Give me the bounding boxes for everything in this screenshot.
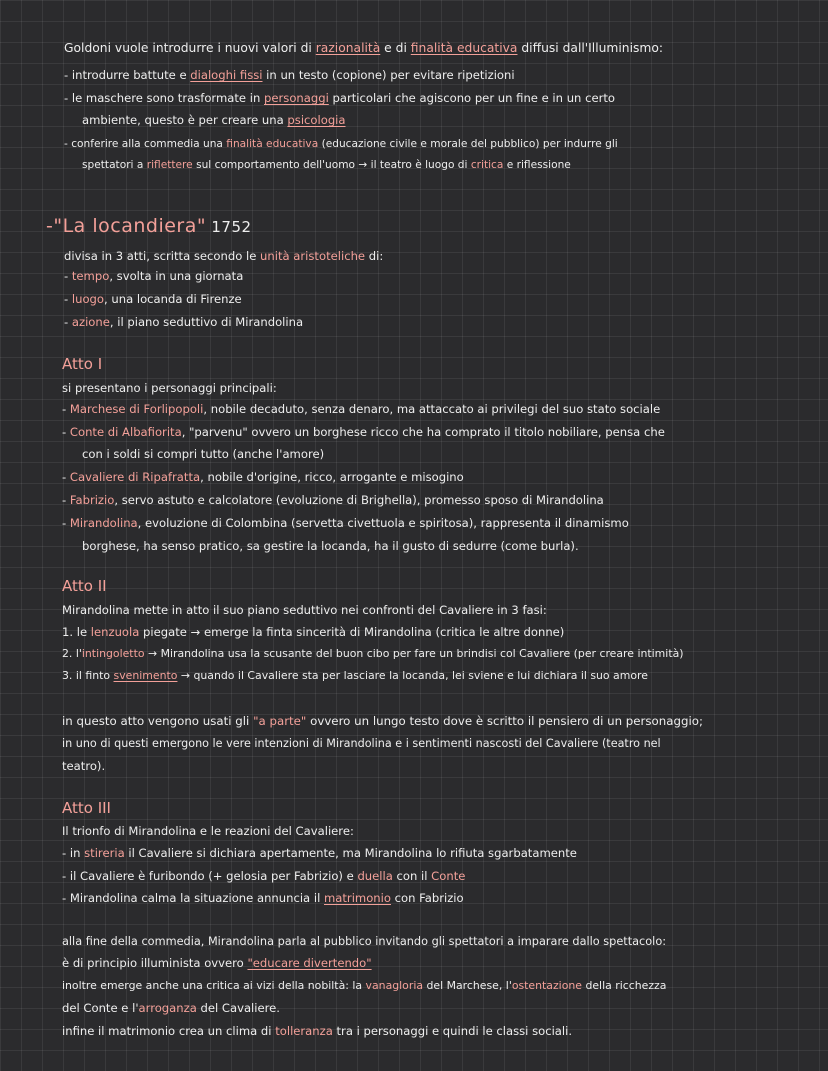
atto-3-line-4: - Mirandolina calma la situazione annuncia il matrimonio con Fabrizio [62,891,464,905]
ending-line-1: alla fine della commedia, Mirandolina parla al pubblico invitando gli spettatori a imparare dallo spettacolo: [62,935,667,948]
character-conte: - Conte di Albafiorita, "parvenu" ovvero un borghese ricco che ha comprato il titolo nobiliare, pensa che [62,425,665,439]
ending-line-5: infine il matrimonio crea un clima di tolleranza tra i personaggi e quindi le classi sociali. [62,1024,573,1038]
fase-intingoletto: 2. l'intingoletto → Mirandolina usa la scusante del buon cibo per fare un brindisi col Cavaliere (per creare intimità) [62,647,684,660]
atto-1-heading: Atto I [62,355,103,373]
character-marchese: - Marchese di Forlipopoli, nobile decaduto, senza denaro, ma attaccato ai privilegi del suo stato sociale [62,402,661,416]
unity-azione: - azione, il piano seduttivo di Mirandolina [64,315,304,329]
play-title: -"La locandiera" 1752 [46,215,252,237]
atto-2-line-5: in questo atto vengono usati gli "a parte" ovvero un lungo testo dove è scritto il pensiero di un personaggio; [62,714,703,728]
atto-1-line-1: si presentano i personaggi principali: [62,381,277,395]
atto-2-line-6: in uno di questi emergono le vere intenzioni di Mirandolina e i sentimenti nascosti del Cavaliere (teatro nel [62,737,661,750]
intro-line-3: - le maschere sono trasformate in personaggi particolari che agiscono per un fine e in un certo [64,91,615,105]
character-mirandolina: - Mirandolina, evoluzione di Colombina (servetta civettuola e spiritosa), rappresenta il dinamismo [62,516,629,530]
unity-tempo: - tempo, svolta in una giornata [64,269,244,283]
atto-2-line-7: teatro). [62,759,106,773]
atto-2-heading: Atto II [62,577,107,595]
intro-line-1: Goldoni vuole introdurre i nuovi valori di razionalità e di finalità educativa diffusi dall'Illuminismo: [64,41,664,55]
atto-2-line-1: Mirandolina mette in atto il suo piano seduttivo nei confronti del Cavaliere in 3 fasi: [62,603,547,617]
unity-luogo: - luogo, una locanda di Firenze [64,292,242,306]
intro-line-6: spettatori a riflettere sul comportamento dell'uomo → il teatro è luogo di critica e riflessione [82,159,571,171]
atto-3-line-3: - il Cavaliere è furibondo (+ gelosia per Fabrizio) e duella con il Conte [62,869,466,883]
fase-lenzuola: 1. le lenzuola piegate → emerge la finta sincerità di Mirandolina (critica le altre donne) [62,625,565,639]
atto-1-line-8: borghese, ha senso pratico, sa gestire la locanda, ha il gusto di sedurre (come burla). [82,539,579,553]
atto-3-line-2: - in stireria il Cavaliere si dichiara apertamente, ma Mirandolina lo rifiuta sgarbatamente [62,846,577,860]
ending-line-3: inoltre emerge anche una critica ai vizi della nobiltà: la vanagloria del Marchese, l'ostentazione della ricchezza [62,979,667,992]
fase-svenimento: 3. il finto svenimento → quando il Cavaliere sta per lasciare la locanda, lei sviene e lui dichiara il suo amore [62,669,648,682]
ending-line-2: è di principio illuminista ovvero "educare divertendo" [62,956,372,970]
intro-line-5: - conferire alla commedia una finalità educativa (educazione civile e morale del pubblico) per indurre gli [64,138,618,150]
atto-3-heading: Atto III [62,799,111,817]
character-fabrizio: - Fabrizio, servo astuto e calcolatore (evoluzione di Brighella), promesso sposo di Mirandolina [62,493,604,507]
intro-line-4: ambiente, questo è per creare una psicologia [82,113,346,127]
atto-1-line-4: con i soldi si compri tutto (anche l'amore) [82,447,325,461]
intro-line-2: - introdurre battute e dialoghi fissi in un testo (copione) per evitare ripetizioni [64,68,515,82]
atto-3-line-1: Il trionfo di Mirandolina e le reazioni del Cavaliere: [62,824,354,838]
character-cavaliere: - Cavaliere di Ripafratta, nobile d'origine, ricco, arrogante e misogino [62,470,464,484]
unities-intro: divisa in 3 atti, scritta secondo le unità aristoteliche di: [64,249,384,263]
ending-line-4: del Conte e l'arroganza del Cavaliere. [62,1001,280,1015]
